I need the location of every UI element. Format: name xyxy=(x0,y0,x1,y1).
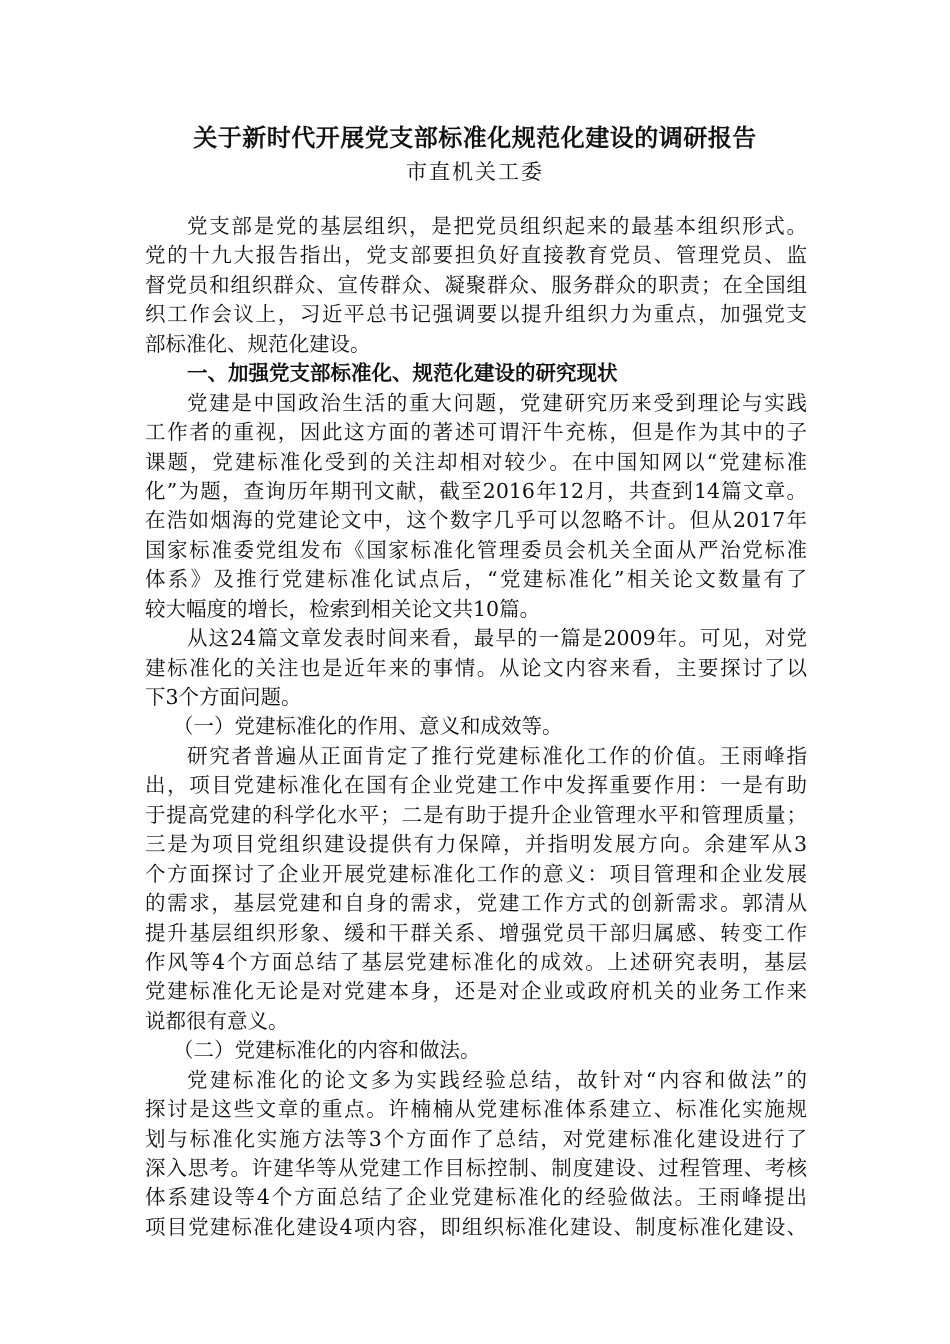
body-line: 研究者普遍从正面肯定了推行党建标准化工作的价值。王雨峰指 xyxy=(187,743,807,768)
body-line: 下3个方面问题。 xyxy=(145,685,302,709)
body-line: 说都很有意义。 xyxy=(145,1008,289,1033)
document-author: 市直机关工委 xyxy=(406,160,544,184)
body-line: 织工作会议上，习近平总书记强调要以提升组织力为重点，加强党支 xyxy=(145,302,807,327)
body-line: 三是为项目党组织建设提供有力保障，并指明发展方向。余建军从3 xyxy=(145,832,807,857)
body-line: 出，项目党建标准化在国有企业党建工作中发挥重要作用：一是有助 xyxy=(145,773,807,798)
body-line: 课题，党建标准化受到的关注却相对较少。在中国知网以“党建标准 xyxy=(145,449,807,474)
body-line: 党建标准化的论文多为实践经验总结，故针对“内容和做法”的 xyxy=(187,1067,807,1092)
body-line: 工作者的重视，因此这方面的著述可谓汗牛充栋，但是作为其中的子 xyxy=(145,420,807,445)
body-line: 深入思考。许建华等从党建工作目标控制、制度建设、过程管理、考核 xyxy=(145,1156,807,1180)
section-heading: 一、加强党支部标准化、规范化建设的研究现状 xyxy=(187,361,618,386)
body-line: 建标准化的关注也是近年来的事情。从论文内容来看，主要探讨了以 xyxy=(145,655,807,680)
body-line: 项目党建标准化建设4项内容，即组织标准化建设、制度标准化建设、 xyxy=(145,1214,807,1239)
body-line: 较大幅度的增长，检索到相关论文共10篇。 xyxy=(145,596,541,621)
body-line: 探讨是这些文章的重点。许楠楠从党建标准体系建立、标准化实施规 xyxy=(145,1097,807,1122)
subsection-heading: （一）党建标准化的作用、意义和成效等。 xyxy=(173,714,563,739)
body-line: 在浩如烟海的党建论文中，这个数字几乎可以忽略不计。但从2017年 xyxy=(145,508,807,533)
body-line: 党建标准化无论是对党建本身，还是对企业或政府机关的业务工作来 xyxy=(145,979,807,1004)
body-line: 划与标准化实施方法等3个方面作了总结，对党建标准化建设进行了 xyxy=(145,1126,807,1151)
body-line: 党支部是党的基层组织，是把党员组织起来的最基本组织形式。 xyxy=(187,214,807,238)
body-line: 督党员和组织群众、宣传群众、凝聚群众、服务群众的职责；在全国组 xyxy=(145,272,807,297)
subsection-heading: （二）党建标准化的内容和做法。 xyxy=(173,1038,481,1063)
body-line: 个方面探讨了企业开展党建标准化工作的意义：项目管理和企业发展 xyxy=(145,861,807,886)
body-line: 于提高党建的科学化水平；二是有助于提升企业管理水平和管理质量； xyxy=(145,802,807,827)
body-line: 作风等4个方面总结了基层党建标准化的成效。上述研究表明，基层 xyxy=(145,949,807,974)
body-line: 体系建设等4个方面总结了企业党建标准化的经验做法。王雨峰提出 xyxy=(145,1185,807,1210)
body-line: 部标准化、规范化建设。 xyxy=(145,331,371,356)
body-line: 党的十九大报告指出，党支部要担负好直接教育党员、管理党员、监 xyxy=(145,243,807,268)
body-line: 提升基层组织形象、缓和干群关系、增强党员干部归属感、转变工作 xyxy=(145,920,807,945)
document-body xyxy=(145,212,807,1242)
body-line: 体系》及推行党建标准化试点后，“党建标准化”相关论文数量有了 xyxy=(145,567,807,592)
body-line: 国家标准委党组发布《国家标准化管理委员会机关全面从严治党标准 xyxy=(145,537,807,562)
body-line: 的需求，基层党建和自身的需求，党建工作方式的创新需求。郭清从 xyxy=(145,891,807,916)
document-title: 关于新时代开展党支部标准化规范化建设的调研报告 xyxy=(193,123,757,152)
body-line: 从这24篇文章发表时间来看，最早的一篇是2009年。可见，对党 xyxy=(187,626,807,651)
body-line: 党建是中国政治生活的重大问题，党建研究历来受到理论与实践 xyxy=(187,390,807,415)
body-line: 化”为题，查询历年期刊文献，截至2016年12月，共查到14篇文章。 xyxy=(145,478,807,503)
